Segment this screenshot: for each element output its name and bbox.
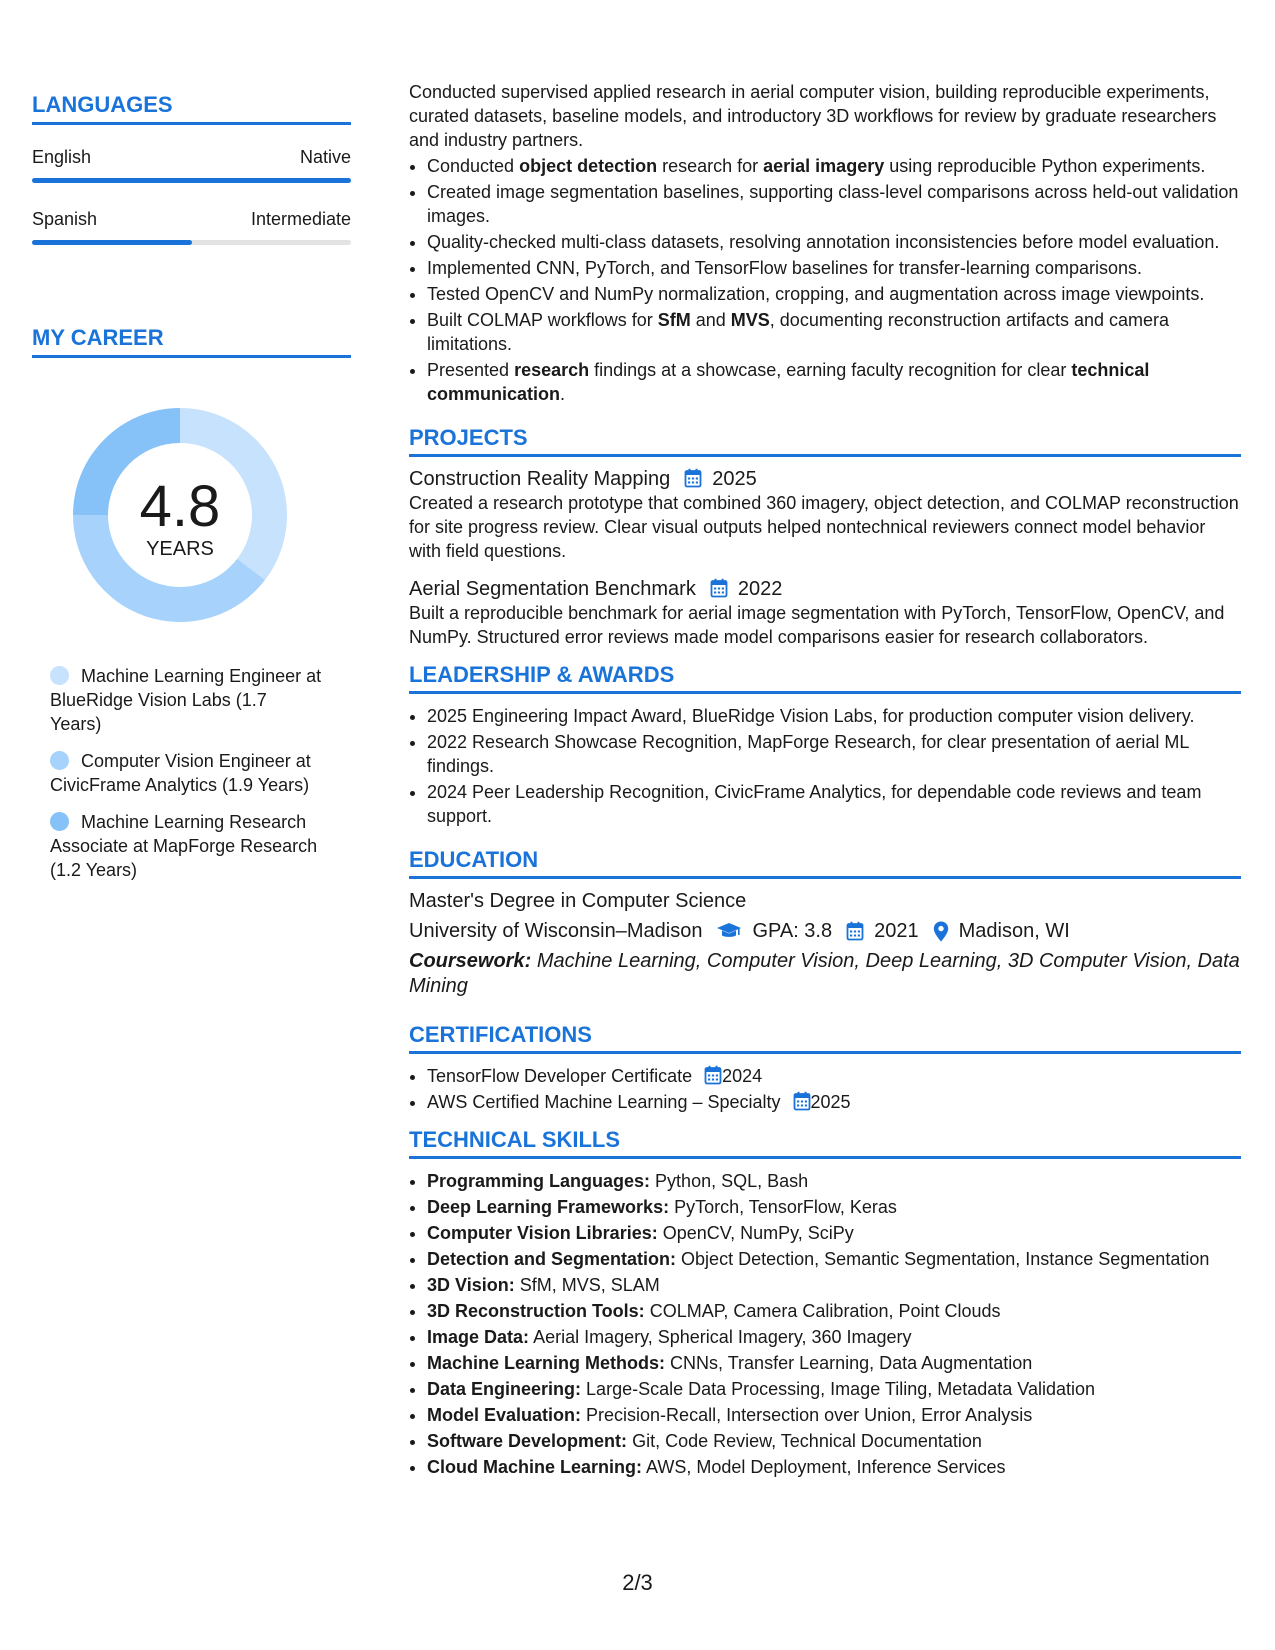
projects-section (409, 426, 1241, 649)
awards-section (409, 663, 1241, 828)
skill-value: CNNs, Transfer Learning, Data Augmentation (670, 1353, 1033, 1373)
skill-value: Python, SQL, Bash (655, 1171, 809, 1191)
experience-bullet (427, 282, 1241, 306)
bullet-text: research for (657, 156, 764, 176)
certification-item (427, 1090, 1241, 1114)
school-location: Madison, WI (958, 920, 1070, 942)
coursework (409, 949, 1241, 999)
skill-item (427, 1247, 1241, 1271)
project-header (409, 577, 1241, 601)
skill-item (427, 1403, 1241, 1427)
career-legend (50, 664, 322, 882)
bullet-text: Quality-checked multi-class datasets, resolving annotation inconsistencies before model evaluation. (427, 232, 1220, 252)
skill-item (427, 1325, 1241, 1349)
skill-label: 3D Vision: (427, 1275, 515, 1295)
award-item: • 2025 Engineering Impact Award, BlueRidge Vision Labs, for production computer vision delivery. (427, 704, 1241, 728)
skill-value: Git, Code Review, Technical Documentation (632, 1431, 982, 1451)
career-entry-label: Machine Learning Engineer at BlueRidge Vision Labs (1.7 Years) (50, 666, 322, 734)
skill-value: AWS, Model Deployment, Inference Services (646, 1457, 1006, 1477)
education-heading: EDUCATION (409, 848, 1241, 879)
career-heading: MY CAREER (32, 325, 351, 358)
bullet-text: findings at a showcase, earning faculty recognition for clear (589, 360, 1072, 380)
certification-year: 2024 (722, 1066, 763, 1086)
skill-item (427, 1195, 1241, 1219)
skill-item (427, 1377, 1241, 1401)
skills-heading: TECHNICAL SKILLS (409, 1128, 1241, 1159)
language-level: Native (299, 147, 351, 167)
map-pin-icon (933, 921, 949, 942)
languages-list (32, 147, 351, 245)
skill-value: Aerial Imagery, Spherical Imagery, 360 Imagery (533, 1327, 912, 1347)
award-item: • 2024 Peer Leadership Recognition, CivicFrame Analytics, for dependable code reviews and team support. (427, 780, 1241, 828)
project-header (409, 467, 1241, 491)
education-section (409, 848, 1241, 999)
career-entry (50, 664, 322, 736)
career-total-unit: YEARS (146, 538, 214, 560)
career-entry (50, 810, 322, 882)
school-name: University of Wisconsin–Madison (409, 920, 703, 942)
project-year: 2025 (712, 468, 757, 490)
project-name: Construction Reality Mapping (409, 468, 671, 490)
skills-section (409, 1128, 1241, 1479)
project-year: 2022 (737, 578, 783, 600)
bullet-text: Built COLMAP workflows for (427, 310, 658, 330)
calendar-icon (696, 577, 738, 601)
language-name: Spanish (32, 209, 98, 229)
skill-item (427, 1455, 1241, 1479)
career-entry (50, 749, 322, 797)
language-bar-fill (32, 178, 351, 183)
awards-list (409, 704, 1241, 828)
skill-item (427, 1169, 1241, 1193)
project-description: Built a reproducible benchmark for aerial image segmentation with PyTorch, TensorFlow, OpenCV, and NumPy. Structured error reviews made model comparisons easier for research collaborators. (409, 603, 1225, 647)
project-item (409, 577, 1241, 649)
language-row (32, 209, 351, 230)
skill-label: Deep Learning Frameworks: (427, 1197, 670, 1217)
skill-value: OpenCV, NumPy, SciPy (662, 1223, 854, 1243)
bullet-text: Presented (427, 360, 515, 380)
skill-label: Computer Vision Libraries: (427, 1223, 658, 1243)
skill-label: Model Evaluation: (427, 1405, 582, 1425)
experience-summary: Conducted supervised applied research in aerial computer vision, building reproducible experiments, curated datasets, baseline models, and introductory 3D workflows for review by graduate researchers and industry partners. (409, 82, 1217, 150)
experience-bullet (427, 308, 1241, 356)
certification-name: TensorFlow Developer Certificate (427, 1066, 693, 1086)
calendar-icon (846, 921, 864, 941)
experience-bullet (427, 154, 1241, 178)
language-bar-fill (32, 240, 192, 245)
experience-bullet (427, 256, 1241, 280)
bullet-text: Tested OpenCV and NumPy normalization, cropping, and augmentation across image viewpoints. (427, 284, 1205, 304)
calendar-icon (793, 1092, 811, 1112)
language-name: English (32, 147, 92, 167)
skill-value: COLMAP, Camera Calibration, Point Clouds (649, 1301, 1001, 1321)
certifications-list (409, 1064, 1241, 1114)
skill-label: Programming Languages: (427, 1171, 651, 1191)
bullet-text: . (560, 384, 566, 404)
project-description: Created a research prototype that combined 360 imagery, object detection, and COLMAP reconstruction for site progress review. Clear visual outputs helped nontechnical reviewers connect model behavior with field questions. (409, 493, 1239, 561)
degree-name: Master's Degree in Computer Science (409, 890, 747, 912)
page-number: 2/3 (622, 1570, 653, 1595)
skill-value: Large-Scale Data Processing, Image Tiling, Metadata Validation (586, 1379, 1095, 1399)
bold-text: MVS (730, 310, 770, 330)
sidebar (32, 92, 351, 895)
graduation-year: 2021 (874, 920, 919, 942)
skill-label: Image Data: (427, 1327, 530, 1347)
education-meta (409, 919, 1241, 943)
skill-item (427, 1299, 1241, 1323)
certifications-section (409, 1023, 1241, 1114)
bullet-text: Implemented CNN, PyTorch, and TensorFlow baselines for transfer-learning comparisons. (427, 258, 1142, 278)
project-name: Aerial Segmentation Benchmark (409, 578, 696, 600)
skill-label: Detection and Segmentation: (427, 1249, 677, 1269)
bold-text: aerial imagery (763, 156, 885, 176)
experience-bullet (427, 358, 1241, 406)
awards-heading: LEADERSHIP & AWARDS (409, 663, 1241, 694)
certification-item (427, 1064, 1241, 1088)
skill-value: Object Detection, Semantic Segmentation, Instance Segmentation (681, 1249, 1210, 1269)
award-item: • 2022 Research Showcase Recognition, MapForge Research, for clear presentation of aerial ML findings. (427, 730, 1241, 778)
legend-dot (50, 666, 69, 685)
experience-bullet (427, 230, 1241, 254)
career-entry-label: Computer Vision Engineer at CivicFrame Analytics (1.9 Years) (50, 751, 311, 795)
skill-value: SfM, MVS, SLAM (519, 1275, 660, 1295)
projects-heading: PROJECTS (409, 426, 1241, 457)
language-level: Intermediate (250, 209, 351, 229)
project-item (409, 467, 1241, 563)
bold-text: object detection (519, 156, 658, 176)
projects-list (409, 467, 1241, 649)
language-bar (32, 240, 351, 245)
legend-dot (50, 751, 69, 770)
legend-dot (50, 812, 69, 831)
skill-label: Machine Learning Methods: (427, 1353, 666, 1373)
language-row (32, 147, 351, 168)
career-donut-chart (67, 402, 293, 628)
main-content (409, 80, 1241, 1481)
bold-text: technical communication (427, 360, 1150, 404)
skill-label: Cloud Machine Learning: (427, 1457, 643, 1477)
experience-bullet (427, 180, 1241, 228)
gpa-value: GPA: 3.8 (752, 920, 833, 942)
skill-label: Data Engineering: (427, 1379, 582, 1399)
bullet-text: using reproducible Python experiments. (884, 156, 1206, 176)
skill-item (427, 1273, 1241, 1297)
certifications-heading: CERTIFICATIONS (409, 1023, 1241, 1054)
bullet-text: and (690, 310, 731, 330)
bold-text: research (514, 360, 590, 380)
certification-year: 2025 (810, 1092, 851, 1112)
certification-name: AWS Certified Machine Learning – Specialty (427, 1092, 781, 1112)
skill-value: PyTorch, TensorFlow, Keras (674, 1197, 897, 1217)
bold-text: SfM (657, 310, 691, 330)
skill-value: Precision-Recall, Intersection over Union, Error Analysis (586, 1405, 1033, 1425)
skill-item (427, 1221, 1241, 1245)
bullet-text: Conducted (427, 156, 520, 176)
career-total-value: 4.8 (139, 474, 221, 539)
bullet-text: Created image segmentation baselines, supporting class-level comparisons across held-out validation images. (427, 182, 1239, 226)
calendar-icon (670, 467, 712, 491)
career-total (67, 402, 293, 628)
career-entry-label: Machine Learning Research Associate at MapForge Research (1.2 Years) (50, 812, 318, 880)
coursework-list: Machine Learning, Computer Vision, Deep Learning, 3D Computer Vision, Data Mining (409, 950, 1240, 997)
skill-item (427, 1429, 1241, 1453)
skill-label: Software Development: (427, 1431, 628, 1451)
bullet-text: , documenting reconstruction artifacts and camera limitations. (427, 310, 1169, 354)
languages-heading: LANGUAGES (32, 92, 351, 125)
skills-list (409, 1169, 1241, 1479)
experience-bullets (409, 154, 1241, 406)
skill-item (427, 1351, 1241, 1375)
coursework-label: Coursework: (409, 950, 532, 972)
language-bar (32, 178, 351, 183)
graduation-cap-icon (716, 922, 742, 940)
calendar-icon (704, 1066, 722, 1086)
skill-label: 3D Reconstruction Tools: (427, 1301, 645, 1321)
